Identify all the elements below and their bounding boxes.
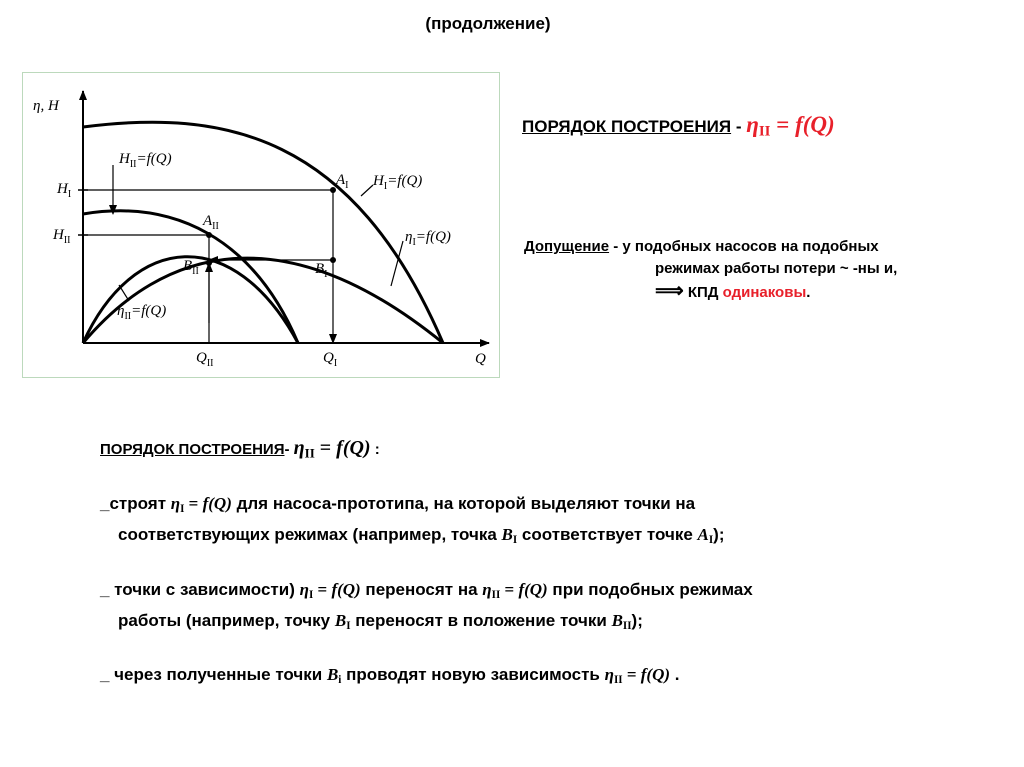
- assumption-label: Допущение: [524, 238, 610, 255]
- tick-label-QI: $Q_I$: [323, 350, 338, 369]
- curve-etaI: [83, 258, 443, 343]
- assumption-text: [524, 236, 897, 304]
- label-point-AII: $A_{II}$: [203, 213, 219, 232]
- leader-HI: [361, 185, 373, 196]
- procedure-step-3: _ через полученные точки $B_i$ проводят новую зависимость $\eta_{II} = f(Q)$ .: [100, 665, 680, 686]
- curve-HII: [83, 211, 298, 343]
- y-axis-label: η, H: [33, 98, 59, 114]
- label-curve-HI: $H_I=f(Q)$: [373, 173, 423, 192]
- implies-icon: ⟹: [655, 280, 684, 302]
- assumption-highlight: одинаковы: [722, 284, 807, 301]
- label-point-AI: $A_I$: [336, 172, 349, 191]
- assumption-line-3: ⟹ КПД одинаковы.: [655, 280, 811, 302]
- assumption-line-2: режимах работы потери ~ -ны и,: [655, 260, 898, 277]
- label-point-BI: $B_I$: [315, 261, 328, 280]
- point-AII: [206, 232, 212, 238]
- point-BI: [330, 257, 336, 263]
- point-BII: [206, 260, 212, 266]
- diagram-canvas: [23, 73, 499, 377]
- slide-title: (продолжение): [425, 14, 551, 33]
- tick-label-HI: $H_I$: [57, 181, 72, 200]
- procedure-heading: ПОРЯДОК ПОСТРОЕНИЯ- $\eta_{II} = f(Q)$ :: [100, 437, 380, 461]
- tick-label-QII: $Q_{II}$: [196, 350, 214, 369]
- x-axis-label: Q: [475, 351, 486, 367]
- procedure-step-2: _ точки с зависимости) $\eta_I = f(Q)$ переносят на $\eta_{II} = f(Q)$ при подобных режимах работы (например, точку $B_I$ переносят в положение точки $B_{II}$);: [100, 579, 753, 632]
- heading-text: ПОРЯДОК ПОСТРОЕНИЯ: [522, 117, 732, 136]
- heading-formula: $\eta_{II} = f(Q)$: [746, 112, 835, 140]
- procedure-section: [100, 437, 1020, 717]
- pump-characteristics-diagram: [22, 72, 500, 378]
- label-curve-etaI: $\eta_I=f(Q)$: [405, 229, 451, 248]
- tick-label-HII: $H_{II}$: [53, 227, 71, 246]
- heading-dash: -: [731, 117, 747, 136]
- label-point-BII: $B_{II}$: [183, 258, 199, 277]
- assumption-line-1: Допущение - у подобных насосов на подобных: [524, 238, 879, 255]
- leader-etaII: [119, 285, 129, 301]
- label-curve-etaII: $\eta_{II}=f(Q)$: [117, 303, 167, 322]
- construction-order-heading: [522, 112, 835, 141]
- label-curve-HII: $H_{II}=f(Q)$: [119, 151, 172, 170]
- procedure-step-1: _строят $\eta_I = f(Q)$ для насоса-прототипа, на которой выделяют точки на соответствующих режимах (например, точка $B_I$ соответствует точке $A_I$);: [100, 494, 725, 546]
